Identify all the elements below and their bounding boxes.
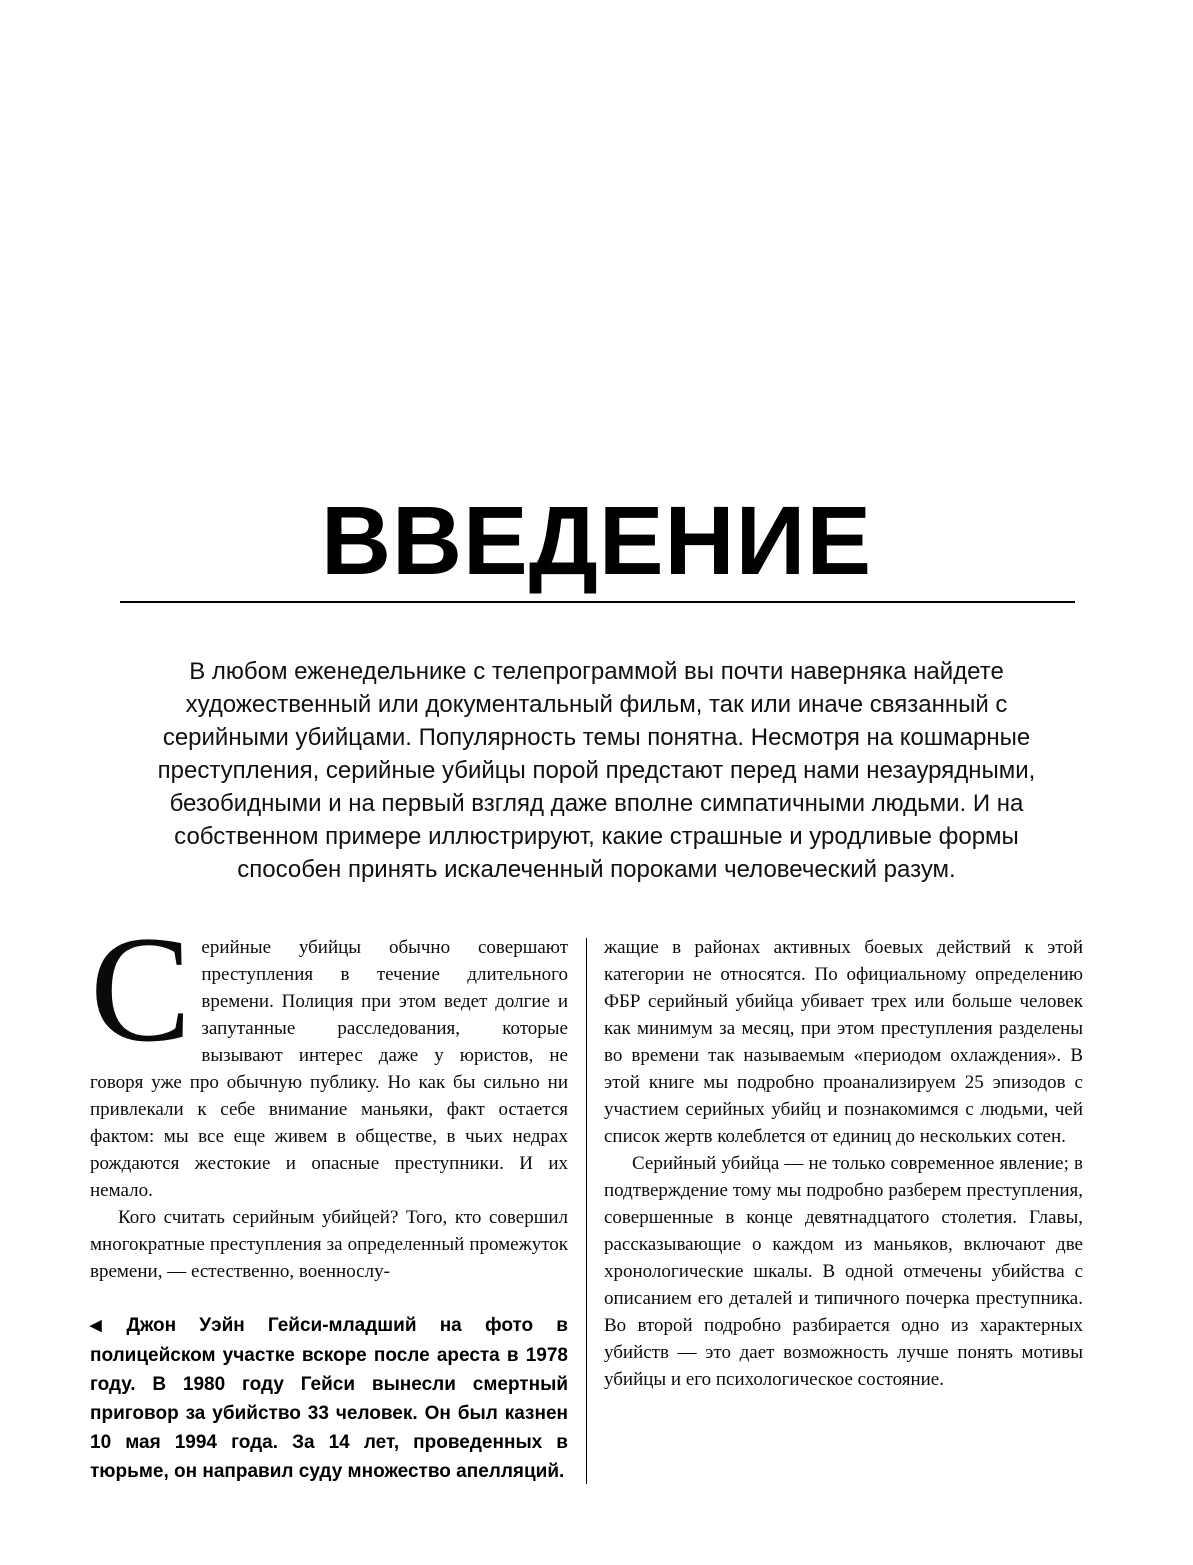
- body-paragraph-2: Кого считать серийным убийцей? Того, кто совершил многократные преступления за определенный промежуток времени, — естественно, военнослу-: [90, 1207, 568, 1282]
- column-divider: [586, 938, 587, 1484]
- photo-caption: [90, 1311, 568, 1486]
- drop-cap: С: [90, 905, 192, 1073]
- body-paragraph-1: [90, 905, 568, 1204]
- body-paragraph-1-text: ерийные убийцы обычно совершают преступления в течение длительного времени. Полиция при этом ведет долгие и запутанные расследования, которые вызывают интерес даже у юристов, не говоря уже про обычную публику. Но как бы сильно ни привлекали к себе внимание маньяки, факт остается фактом: мы все еще живем в обществе, в чьих недрах рождаются жестокие и опасные преступники. И их немало.: [90, 937, 568, 1201]
- two-column-text: [90, 905, 1083, 1486]
- body-paragraph-3: жащие в районах активных боевых действий к этой категории не относятся. По официальному определению ФБР серийный убийца убивает трех или больше человек как минимум за месяц, при этом преступления разделены во времени так называемым «периодом охлаждения». В этой книге мы подробно проанализируем 25 эпизодов с участием серийных убийц и познакомимся с людьми, чей список жертв колеблется от единиц до нескольких сотен.: [604, 937, 1083, 1147]
- body-paragraph-4: Серийный убийца — не только современное явление; в подтверждение тому мы подробно разберем преступления, совершенные в конце девятнадцатого столетия. Главы, рассказывающие о каждом из маньяков, включают две хронологические шкалы. В одной отмечены убийства с описанием его деталей и типичного почерка преступника. Во второй подробно разбирается одно из характерных убийств — это дает возможность лучше понять мотивы убийцы и его психологическое состояние.: [604, 1153, 1083, 1390]
- left-arrow-icon: ◀: [90, 1317, 120, 1334]
- left-column: [90, 905, 568, 1486]
- page-title: ВВЕДЕНИЕ: [320, 486, 873, 595]
- lead-paragraph: В любом еженедельнике с телепрограммой вы почти наверняка найдете художественный или документальный фильм, так или иначе связанный с серийными убийцами. Популярность темы понятна. Несмотря на кошмарные преступления, серийные убийцы порой предстают перед нами незаурядными, безобидными и на первый взгляд даже вполне симпатичными людьми. И на собственном примере иллюстрируют, какие страшные и уродливые формы способен принять искалеченный пороками человеческий разум.: [157, 658, 1036, 883]
- title-rule: [120, 601, 1075, 603]
- right-column: [604, 934, 1083, 1486]
- photo-caption-text: Джон Уэйн Гейси-младший на фото в полицейском участке вскоре после ареста в 1978 году. В 1980 году Гейси вынесли смертный приговор за убийство 33 человек. Он был казнен 10 мая 1994 года. За 14 лет, проведенных в тюрьме, он направил суду множество апелляций.: [90, 1315, 568, 1482]
